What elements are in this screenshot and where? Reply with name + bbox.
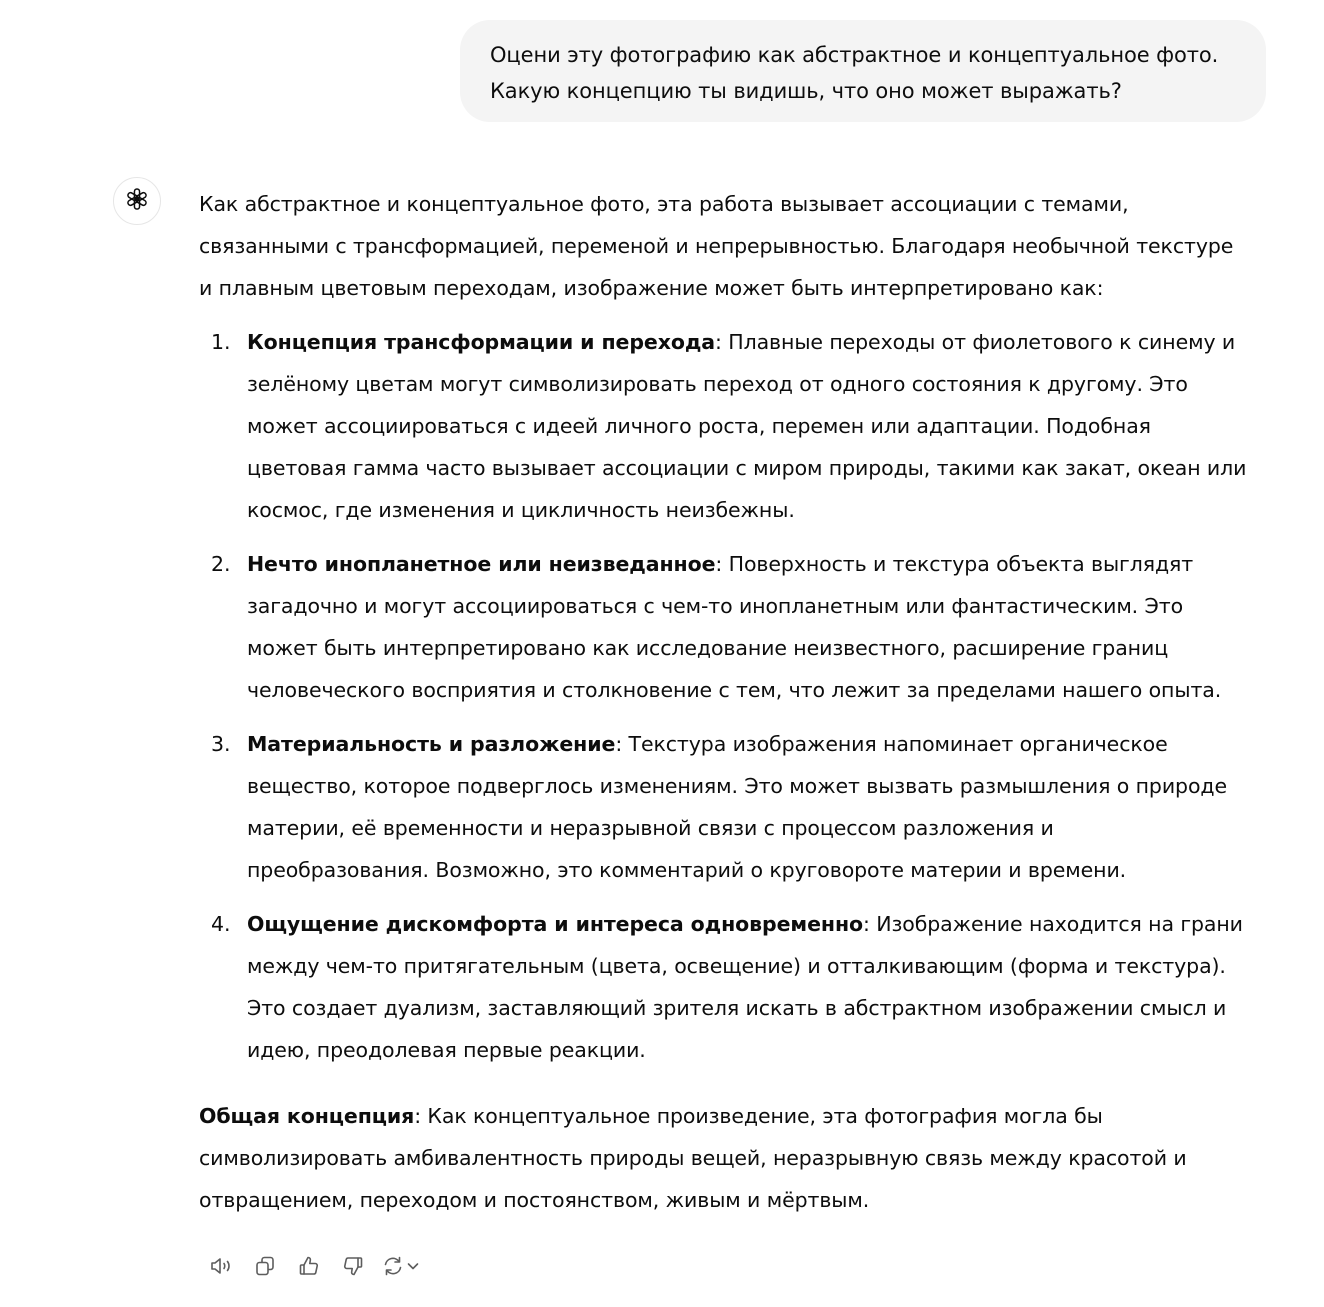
copy-icon	[253, 1254, 277, 1278]
list-item-title: Концепция трансформации и перехода	[247, 330, 716, 354]
list-item	[199, 543, 1279, 711]
summary-text: : Как концептуальное произведение, эта фотография могла бы	[414, 1104, 1103, 1128]
list-item-line: материи, её временности и неразрывной связи с процессом разложения и	[247, 816, 1054, 840]
list-item-line: зелёному цветам могут символизировать переход от одного состояния к другому. Это	[247, 372, 1188, 396]
regenerate-button[interactable]	[375, 1248, 427, 1284]
user-message-line: Оцени эту фотографию как абстрактное и концептуальное фото.	[490, 43, 1219, 67]
list-number: 3.	[211, 732, 231, 756]
intro-paragraph	[199, 183, 1279, 309]
list-item-line: Это создает дуализм, заставляющий зрителя искать в абстрактном изображении смысл и	[247, 996, 1227, 1020]
interpretation-list	[199, 321, 1279, 1071]
summary-paragraph	[199, 1095, 1279, 1221]
assistant-message	[199, 183, 1279, 1233]
thumbs-down-icon	[341, 1254, 365, 1278]
list-item-title: Ощущение дискомфорта и интереса одновременно	[247, 912, 863, 936]
copy-button[interactable]	[243, 1248, 287, 1284]
chevron-down-icon	[405, 1258, 421, 1274]
list-number: 1.	[211, 330, 231, 354]
intro-line: и плавным цветовым переходам, изображение может быть интерпретировано как:	[199, 276, 1104, 300]
list-item	[199, 723, 1279, 891]
speaker-icon	[208, 1254, 234, 1278]
list-item-line: человеческого восприятия и столкновение с тем, что лежит за пределами нашего опыта.	[247, 678, 1222, 702]
list-item-line: между чем-то притягательным (цвета, освещение) и отталкивающим (форма и текстура).	[247, 954, 1226, 978]
list-item-line: цветовая гамма часто вызывает ассоциации с миром природы, такими как закат, океан или	[247, 456, 1247, 480]
list-number: 2.	[211, 552, 231, 576]
list-item-line: может ассоциироваться с идеей личного роста, перемен или адаптации. Подобная	[247, 414, 1151, 438]
regenerate-icon	[381, 1254, 405, 1278]
assistant-avatar	[113, 177, 161, 225]
openai-logo-icon	[123, 185, 151, 217]
list-item	[199, 321, 1279, 531]
bad-response-button[interactable]	[331, 1248, 375, 1284]
list-item-line: загадочно и могут ассоциироваться с чем-то инопланетным или фантастическим. Это	[247, 594, 1184, 618]
intro-line: Как абстрактное и концептуальное фото, эта работа вызывает ассоциации с темами,	[199, 192, 1129, 216]
list-item-line: вещество, которое подверглось изменениям. Это может вызвать размышления о природе	[247, 774, 1227, 798]
list-item-text: : Изображение находится на грани	[863, 912, 1243, 936]
list-item-line: идею, преодолевая первые реакции.	[247, 1038, 646, 1062]
intro-line: связанными с трансформацией, переменой и непрерывностью. Благодаря необычной текстуре	[199, 234, 1234, 258]
read-aloud-button[interactable]	[199, 1248, 243, 1284]
list-item-text: : Плавные переходы от фиолетового к синему и	[715, 330, 1236, 354]
user-message-line: Какую концепцию ты видишь, что оно может выражать?	[490, 79, 1122, 103]
message-actions	[199, 1248, 427, 1284]
list-item-title: Нечто инопланетное или неизведанное	[247, 552, 716, 576]
list-item-text: : Текстура изображения напоминает органическое	[615, 732, 1168, 756]
list-item-line: может быть интерпретировано как исследование неизвестного, расширение границ	[247, 636, 1169, 660]
list-item-text: : Поверхность и текстура объекта выглядят	[715, 552, 1194, 576]
list-number: 4.	[211, 912, 231, 936]
good-response-button[interactable]	[287, 1248, 331, 1284]
list-item-line: космос, где изменения и цикличность неизбежны.	[247, 498, 795, 522]
list-item	[199, 903, 1279, 1071]
thumbs-up-icon	[297, 1254, 321, 1278]
user-message-bubble	[460, 20, 1266, 122]
list-item-title: Материальность и разложение	[247, 732, 616, 756]
list-item-line: преобразования. Возможно, это комментарий о круговороте материи и времени.	[247, 858, 1127, 882]
summary-line: отвращением, переходом и постоянством, живым и мёртвым.	[199, 1188, 870, 1212]
summary-line: символизировать амбивалентность природы вещей, неразрывную связь между красотой и	[199, 1146, 1187, 1170]
summary-title: Общая концепция	[199, 1104, 415, 1128]
